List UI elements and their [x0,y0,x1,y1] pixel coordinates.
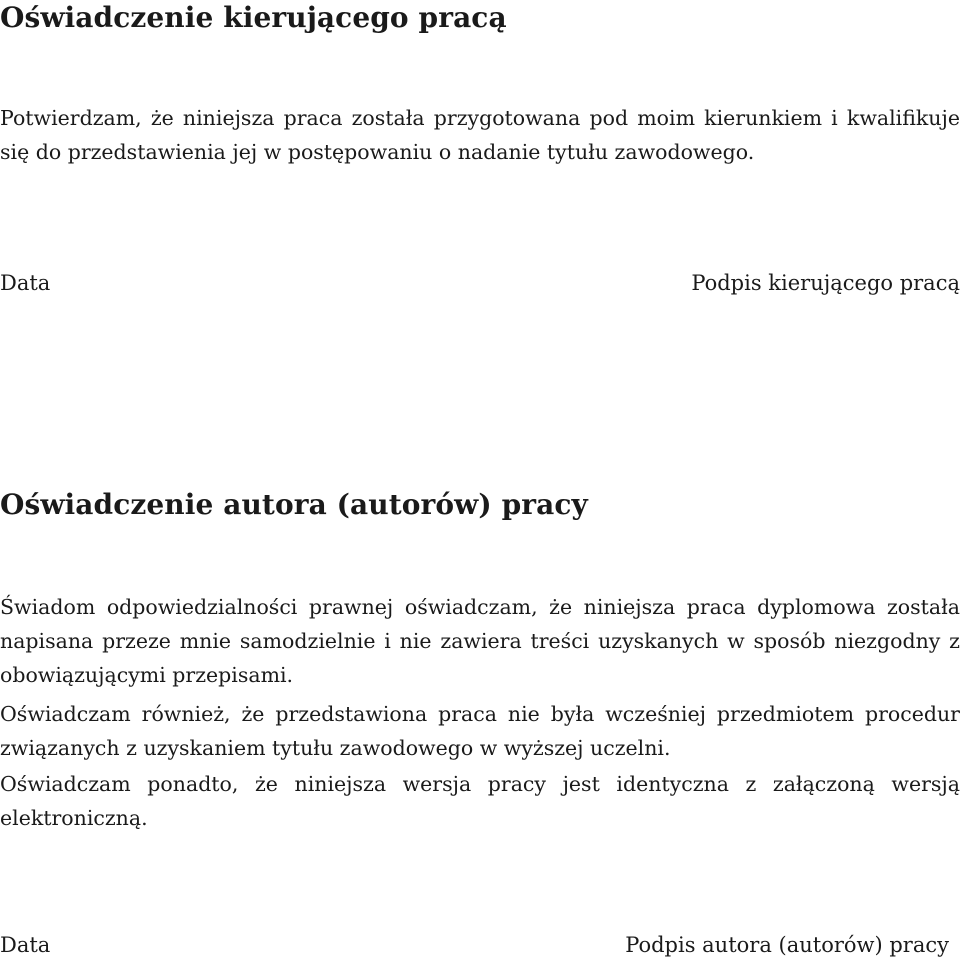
supervisor-statement-paragraph: Potwierdzam, że niniejsza praca została przygotowana pod moim kierunkiem i kwalifikuje się do przedstawienia jej w postępowaniu o nadanie tytułu zawodowego. [0,106,960,164]
author-statement-paragraph-no-prior-procedure: Oświadczam również, że przedstawiona praca nie była wcześniej przedmiotem procedur związanych z uzyskaniem tytułu zawodowego w wyższej uczelni. [0,702,960,760]
author-statement-title: Oświadczenie autora (autorów) pracy [0,488,588,521]
supervisor-statement-title: Oświadczenie kierującego pracą [0,1,507,34]
author-statement-paragraph-electronic-version: Oświadczam ponadto, że niniejsza wersja pracy jest identyczna z załączoną wersją elektroniczną. [0,772,960,830]
author-statement-paragraph-responsibility: Świadom odpowiedzialności prawnej oświadczam, że niniejsza praca dyplomowa została napisana przeze mnie samodzielnie i nie zawiera treści uzyskanych w sposób niezgodny z obowiązującymi przepisami. [0,595,960,687]
supervisor-date-label: Data [0,271,51,295]
author-signature-label: Podpis autora (autorów) pracy [625,933,949,957]
supervisor-signature-label: Podpis kierującego pracą [691,271,960,295]
author-date-label: Data [0,933,51,957]
